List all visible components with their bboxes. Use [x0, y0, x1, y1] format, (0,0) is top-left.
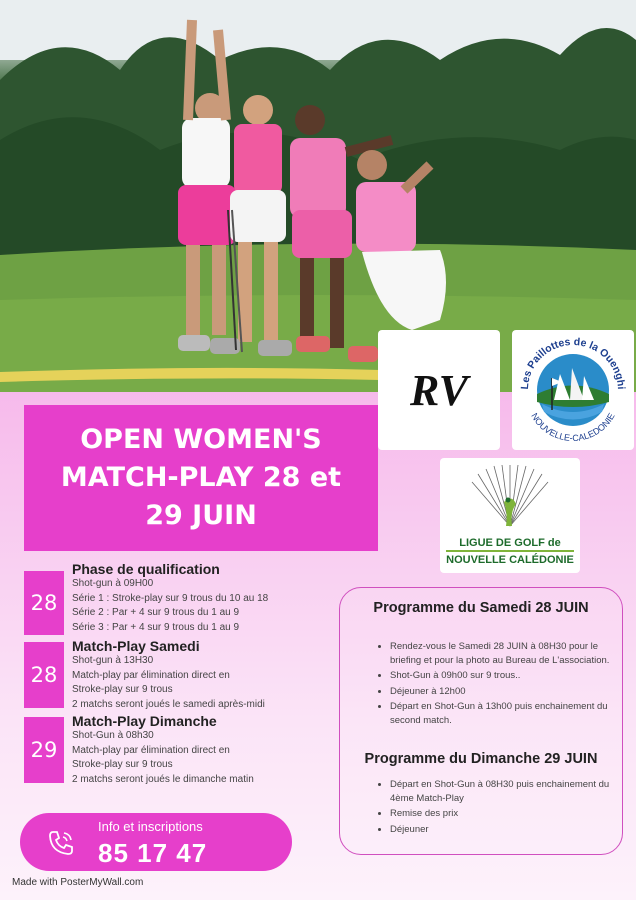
phase-line: Match-play par élimination direct en — [72, 669, 230, 681]
event-title-line1: OPEN WOMEN'S — [80, 424, 322, 455]
programme-saturday-list — [378, 640, 610, 729]
phase-heading: Phase de qualification — [72, 561, 220, 577]
credit-text: Made with PosterMyWall.com — [12, 877, 144, 888]
event-title — [61, 421, 341, 535]
list-item: • Shot-Gun à 09h00 sur 9 trous.. — [390, 669, 610, 683]
phase-day-badge: 28 — [24, 571, 64, 635]
paillottes-logo — [512, 330, 634, 450]
phase-line: Série 3 : Par + 4 sur 9 trous du 1 au 9 — [72, 621, 240, 633]
paillottes-top-text: Les Paillottes de la Ouenghi — [518, 335, 628, 390]
programme-saturday-title: Programme du Samedi 28 JUIN — [373, 600, 589, 616]
phase-day-badge: 28 — [24, 642, 64, 708]
ligue-golf-logo — [440, 458, 580, 573]
event-title-line3: 29 JUIN — [145, 500, 257, 531]
contact-phone[interactable]: 85 17 47 — [98, 838, 208, 868]
phase-details — [72, 561, 362, 635]
list-item: • Départ en Shot-Gun à 08H30 puis enchainement du 4ème Match-Play — [390, 778, 610, 805]
list-item: • Rendez-vous le Samedi 28 JUIN à 08H30 pour le briefing et pour la photo au Bureau de L'association. — [390, 640, 610, 667]
event-title-line2: MATCH-PLAY 28 et — [60, 462, 342, 493]
list-item: • Départ en Shot-Gun à 13h00 puis enchainement du second match. — [390, 700, 610, 727]
paillottes-emblem — [514, 332, 632, 448]
phase-line: Match-play par élimination direct en — [72, 744, 230, 756]
ligue-line1: LIGUE DE GOLF de — [459, 537, 561, 549]
programme-box — [339, 587, 623, 855]
ligue-golf-name — [446, 536, 574, 567]
phase-day-badge: 29 — [24, 717, 64, 783]
list-item: • Remise des prix — [390, 807, 610, 821]
phase-line: Shot-gun à 13H30 — [72, 655, 154, 666]
phase-line: 2 matchs seront joués le dimanche matin — [72, 773, 254, 785]
phase-heading: Match-Play Samedi — [72, 638, 200, 654]
phase-details — [72, 638, 362, 712]
phase-line: Série 2 : Par + 4 sur 9 trous du 1 au 9 — [72, 607, 240, 618]
rv-logo — [378, 330, 500, 450]
phase-line: Shot-Gun à 08h30 — [72, 730, 154, 741]
event-title-box — [24, 405, 378, 551]
phone-icon — [46, 828, 76, 858]
phase-heading: Match-Play Dimanche — [72, 713, 217, 729]
contact-pill[interactable] — [20, 813, 292, 871]
list-item: • Déjeuner — [390, 823, 610, 837]
ligue-line2: NOUVELLE CALÉDONIE — [446, 550, 574, 567]
programme-sunday-title: Programme du Dimanche 29 JUIN — [364, 751, 598, 767]
phase-line: Stroke-play sur 9 trous — [72, 759, 173, 770]
rv-logo-text: RV — [410, 365, 468, 415]
phase-line: Stroke-play sur 9 trous — [72, 684, 173, 695]
programme-sunday-list — [378, 778, 610, 838]
contact-label: Info et inscriptions — [98, 819, 203, 834]
golf-fan-icon — [460, 464, 560, 534]
phase-line: Série 1 : Stroke-play sur 9 trous du 10 au 18 — [72, 592, 269, 604]
paillottes-bottom-text: NOUVELLE-CALEDONIE — [529, 411, 617, 444]
phase-details — [72, 713, 362, 787]
phase-line: Shot-gun à 09H00 — [72, 578, 154, 589]
list-item: • Déjeuner à 12h00 — [390, 685, 610, 699]
phase-line: 2 matchs seront joués le samedi après-midi — [72, 698, 265, 710]
